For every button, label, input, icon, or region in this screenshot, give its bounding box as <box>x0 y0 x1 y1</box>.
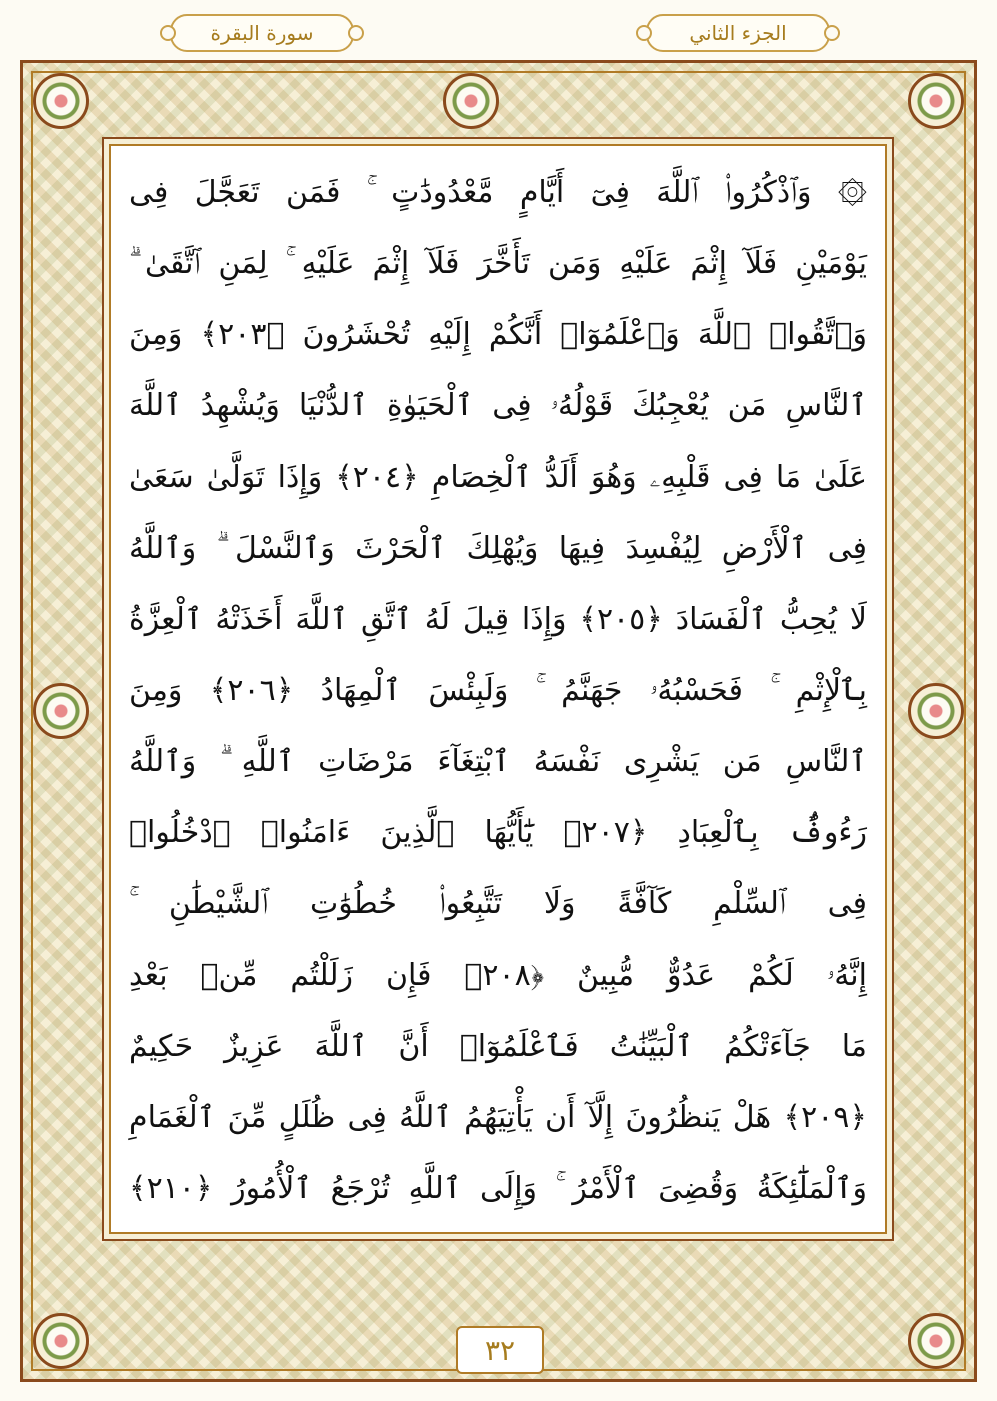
corner-ornament-bottom-left <box>33 1313 89 1369</box>
text-line: ٱلنَّاسِ مَن يُعْجِبُكَ قَوْلُهُۥ فِى ٱلْحَيَوٰةِ ٱلدُّنْيَا وَيُشْهِدُ ٱللَّهَ <box>129 388 867 424</box>
text-line: وَٱلْمَلَٰٓئِكَةُ وَقُضِىَ ٱلْأَمْرُ ۚ وَإِلَى ٱللَّهِ تُرْجَعُ ٱلْأُمُورُ ﴿٢١٠﴾ <box>129 1170 867 1206</box>
text-line: وَٱتَّقُوا۟ ٱللَّهَ وَٱعْلَمُوٓا۟ أَنَّكُمْ إِلَيْهِ تُحْشَرُونَ ﴿٢٠٣﴾ وَمِنَ <box>129 317 867 353</box>
text-line: عَلَىٰ مَا فِى قَلْبِهِۦ وَهُوَ أَلَدُّ ٱلْخِصَامِ ﴿٢٠٤﴾ وَإِذَا تَوَلَّىٰ سَعَىٰ <box>129 459 867 495</box>
text-line: بِٱلْإِثْمِ ۚ فَحَسْبُهُۥ جَهَنَّمُ ۚ وَلَبِئْسَ ٱلْمِهَادُ ﴿٢٠٦﴾ وَمِنَ <box>129 672 867 708</box>
text-line: فِى ٱلْأَرْضِ لِيُفْسِدَ فِيهَا وَيُهْلِكَ ٱلْحَرْثَ وَٱلنَّسْلَ ۗ وَٱللَّهُ <box>129 530 867 566</box>
juz-title <box>646 14 830 52</box>
ornament-left-middle <box>33 683 89 739</box>
surah-title <box>170 14 354 52</box>
juz-title-text: الجزء الثاني <box>689 21 787 45</box>
text-line: إِنَّهُۥ لَكُمْ عَدُوٌّ مُّبِينٌ ﴿٢٠٨﴾ فَإِن زَلَلْتُم مِّنۢ بَعْدِ <box>129 957 867 993</box>
text-line: مَا جَآءَتْكُمُ ٱلْبَيِّنَٰتُ فَٱعْلَمُوٓا۟ أَنَّ ٱللَّهَ عَزِيزٌ حَكِيمٌ <box>129 1028 867 1064</box>
text-line: ﴿٢٠٩﴾ هَلْ يَنظُرُونَ إِلَّآ أَن يَأْتِيَهُمُ ٱللَّهُ فِى ظُلَلٍ مِّنَ ٱلْغَمَامِ <box>129 1099 867 1135</box>
text-line: ٱلنَّاسِ مَن يَشْرِى نَفْسَهُ ٱبْتِغَآءَ مَرْضَاتِ ٱللَّهِ ۗ وَٱللَّهُ <box>129 744 867 780</box>
corner-ornament-top-left <box>33 73 89 129</box>
verse-lines <box>129 164 867 1218</box>
page-number-text: ٣٢ <box>484 1333 516 1367</box>
surah-title-text: سورة البقرة <box>210 21 314 45</box>
corner-ornament-bottom-right <box>908 1313 964 1369</box>
text-line: يَوْمَيْنِ فَلَآ إِثْمَ عَلَيْهِ وَمَن تَأَخَّرَ فَلَآ إِثْمَ عَلَيْهِ ۚ لِمَنِ ٱتَّقَىٰ ۗ <box>129 246 867 282</box>
corner-ornament-top-right <box>908 73 964 129</box>
text-line: فِى ٱلسِّلْمِ كَآفَّةً وَلَا تَتَّبِعُوا۟ خُطُوَٰتِ ٱلشَّيْطَٰنِ ۚ <box>129 886 867 922</box>
text-line: لَا يُحِبُّ ٱلْفَسَادَ ﴿٢٠٥﴾ وَإِذَا قِيلَ لَهُ ٱتَّقِ ٱللَّهَ أَخَذَتْهُ ٱلْعِزَّةُ <box>129 601 867 637</box>
ornament-top-center <box>443 73 499 129</box>
quran-text-panel <box>109 144 887 1234</box>
ornament-right-middle <box>908 683 964 739</box>
page-number <box>456 1326 544 1374</box>
text-line: رَءُوفٌۢ بِٱلْعِبَادِ ﴿٢٠٧﴾ يَٰٓأَيُّهَا ٱلَّذِينَ ءَامَنُوا۟ ٱدْخُلُوا۟ <box>129 815 867 851</box>
text-line: ۞ وَٱذْكُرُوا۟ ٱللَّهَ فِىٓ أَيَّامٍ مَّعْدُودَٰتٍ ۚ فَمَن تَعَجَّلَ فِى <box>129 175 867 210</box>
